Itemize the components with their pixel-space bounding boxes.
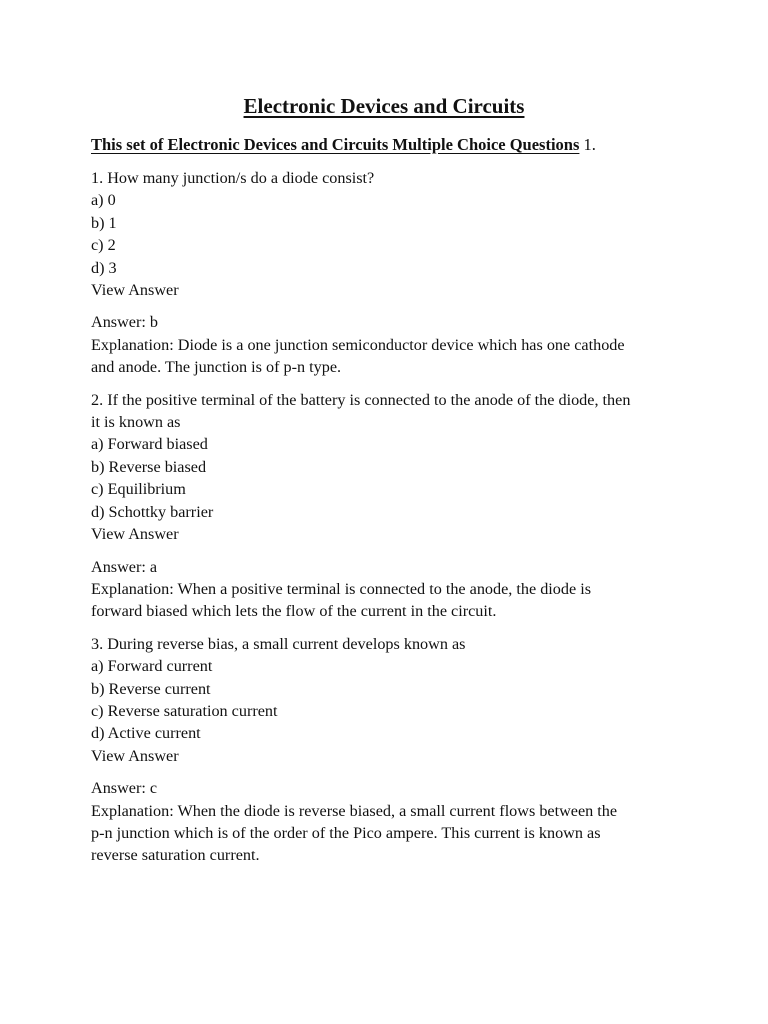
option-b: b) Reverse biased: [91, 457, 207, 476]
view-answer-link[interactable]: View Answer: [91, 525, 179, 544]
subtitle-heading: This set of Electronic Devices and Circuits Multiple Choice Questions: [91, 135, 580, 154]
option-c: c) Reverse saturation current: [91, 701, 278, 720]
option-d: d) Schottky barrier: [91, 502, 214, 521]
question-block-3: [91, 633, 691, 867]
option-d: d) 3: [91, 258, 117, 277]
view-answer-link[interactable]: View Answer: [91, 281, 179, 300]
document-title: Electronic Devices and Circuits: [243, 94, 525, 118]
option-a: a) Forward biased: [91, 435, 208, 454]
question-text: 3. During reverse bias, a small current develops known as: [91, 634, 466, 653]
option-b: b) Reverse current: [91, 679, 211, 698]
explanation-line: Explanation: Diode is a one junction semiconductor device which has one cathode: [91, 335, 625, 354]
explanation-line: forward biased which lets the flow of the current in the circuit.: [91, 602, 497, 621]
option-a: a) 0: [91, 191, 116, 210]
explanation-line: Explanation: When a positive terminal is connected to the anode, the diode is: [91, 579, 592, 598]
answer-text: Answer: b: [91, 313, 158, 332]
document-subtitle: [91, 134, 596, 156]
question-text: 2. If the positive terminal of the battery is connected to the anode of the diode, then: [91, 390, 631, 409]
answer-text: Answer: a: [91, 557, 158, 576]
question-text: 1. How many junction/s do a diode consist?: [91, 169, 375, 187]
question-text: it is known as: [91, 413, 181, 432]
option-c: c) Equilibrium: [91, 480, 186, 499]
explanation-line: p-n junction which is of the order of the Pico ampere. This current is known as: [91, 823, 601, 842]
questions-list: [91, 167, 691, 867]
option-a: a) Forward current: [91, 657, 213, 676]
option-b: b) 1: [91, 213, 117, 232]
answer-text: Answer: c: [91, 779, 158, 798]
option-d: d) Active current: [91, 724, 201, 743]
question-block-1: [91, 167, 691, 379]
explanation-line: Explanation: When the diode is reverse biased, a small current flows between the: [91, 801, 618, 820]
question-block-2: [91, 389, 691, 623]
subtitle-number: 1.: [583, 135, 596, 154]
explanation-line: and anode. The junction is of p-n type.: [91, 358, 342, 377]
view-answer-link[interactable]: View Answer: [91, 746, 179, 765]
explanation-line: reverse saturation current.: [91, 846, 260, 865]
option-c: c) 2: [91, 236, 116, 255]
